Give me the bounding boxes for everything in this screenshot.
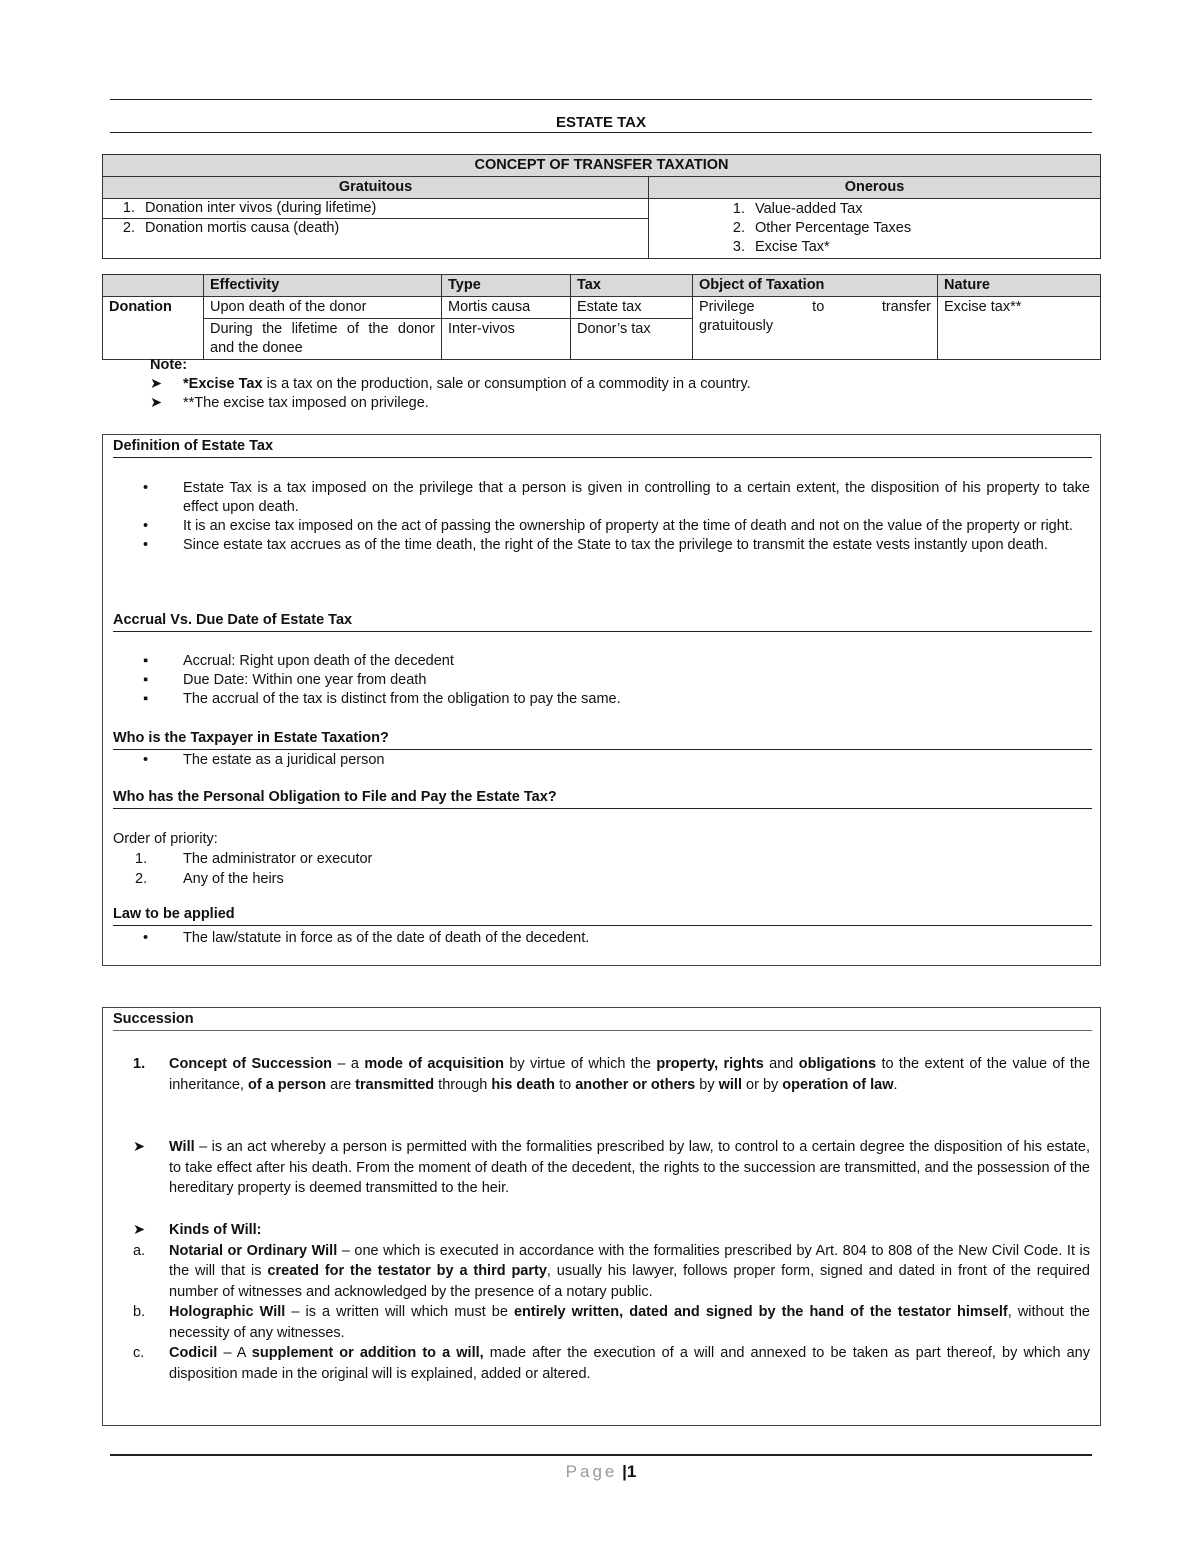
- document-title: ESTATE TAX: [556, 114, 646, 131]
- section-heading: Succession: [113, 1010, 1092, 1031]
- list-item: • Estate Tax is a tax imposed on the privilege that a person is given in controlling to a certain extent, the disposition of his property to take effect upon death.: [143, 480, 1090, 515]
- kinds-of-will: ➤ Kinds of Will: a. Notarial or Ordinary Will – one which is executed in accordance with the formalities prescribed by Art. 804 to 808 of the New Civil Code. It is the will that is created for the testator by a third party, usually his lawyer, follows proper form, signed and dated in front of the required number of witnesses and acknowledged by the presence of a notary public. b. Holographic Will – is a written will which must be entirely written, dated and signed by the hand of the testator himself, without the necessity of any witnesses. c. Codicil – A supplement or addition to a will, made after the execution of a will and annexed to be taken as part thereof, by which any disposition made in the original will is explained, added or altered.: [133, 1220, 1090, 1384]
- note-label: Note:: [150, 357, 188, 373]
- list-item: • The estate as a juridical person: [143, 752, 385, 768]
- section-heading: Accrual Vs. Due Date of Estate Tax: [113, 611, 1092, 632]
- section-heading: Who is the Taxpayer in Estate Taxation?: [113, 729, 1092, 750]
- section-heading: Law to be applied: [113, 905, 1092, 926]
- list-item: b. Holographic Will – is a written will which must be entirely written, dated and signed by the hand of the testator himself, without the necessity of any witnesses.: [133, 1304, 1090, 1341]
- gratuitous-header: Gratuitous: [103, 177, 649, 199]
- onerous-item: 3. Excise Tax*: [732, 239, 830, 255]
- col-header-object: Object of Taxation: [693, 275, 938, 297]
- section-heading: Definition of Estate Tax: [113, 437, 1092, 458]
- col-header-type: Type: [442, 275, 571, 297]
- bullet-icon: •: [143, 518, 149, 534]
- list-item: • It is an excise tax imposed on the act of passing the ownership of property at the time of death and not on the value of the property or right.: [143, 518, 1073, 534]
- bullet-icon: •: [143, 480, 149, 496]
- cell-type: Inter-vivos: [442, 319, 571, 360]
- cell-type: Mortis causa: [442, 297, 571, 319]
- gratuitous-cell: [103, 199, 649, 259]
- section-heading: Who has the Personal Obligation to File and Pay the Estate Tax?: [113, 788, 1092, 809]
- list-item: • Since estate tax accrues as of the time death, the right of the State to tax the privilege to transmit the estate vests instantly upon death.: [143, 537, 1048, 553]
- page-footer: [110, 1462, 1092, 1482]
- page-separator: |: [622, 1462, 627, 1481]
- arrow-icon: ➤: [133, 1139, 146, 1155]
- page-label: Page: [565, 1462, 618, 1481]
- onerous-cell: [649, 199, 1101, 259]
- gratuitous-item: 2. Donation mortis causa (death): [122, 220, 340, 236]
- bullet-icon: ▪: [143, 691, 149, 707]
- bullet-icon: •: [143, 930, 149, 946]
- note-item: ➤ **The excise tax imposed on privilege.: [150, 395, 429, 411]
- donation-table: [102, 274, 1101, 360]
- priority-list: [135, 849, 372, 889]
- concept-of-succession: 1. Concept of Succession – a mode of acquisition by virtue of which the property, rights and obligations to the extent of the value of the inheritance, of a person are transmitted through his death to another or others by will or by operation of law.: [133, 1056, 1091, 1093]
- notes: [150, 356, 1090, 413]
- list-item: 1. The administrator or executor: [135, 851, 373, 867]
- page-number: 1: [626, 1462, 637, 1481]
- transfer-table-title: CONCEPT OF TRANSFER TAXATION: [103, 155, 1101, 177]
- list-item: 2. Any of the heirs: [135, 871, 284, 887]
- bullet-icon: •: [143, 752, 149, 768]
- bullet-icon: •: [143, 537, 149, 553]
- title-rule: [110, 132, 1092, 133]
- col-header-tax: Tax: [571, 275, 693, 297]
- col-header-effectivity: Effectivity: [204, 275, 442, 297]
- will-definition: ➤ Will – is an act whereby a person is permitted with the formalities prescribed by law, to control to a certain degree the disposition of his estate, to take effect after his death. From the moment of death of the decedent, the rights to the succession are transmitted, and the possession of the hereditary property is deemed transmitted to the heir.: [133, 1137, 1090, 1199]
- estate-tax-definition-box: [102, 434, 1101, 966]
- list-item: c. Codicil – A supplement or addition to a will, made after the execution of a will and annexed to be taken as part thereof, by which any disposition made in the original will is explained, added or altered.: [133, 1345, 1090, 1382]
- arrow-icon: ➤: [150, 376, 163, 392]
- top-rule: [110, 99, 1092, 100]
- row-label-donation: Donation: [103, 297, 204, 360]
- list-item: ▪ Due Date: Within one year from death: [143, 672, 427, 688]
- cell-object-of-taxation: Privilege to transfer gratuitously: [693, 297, 938, 360]
- onerous-item: 1. Value-added Tax: [732, 201, 863, 217]
- priority-intro: Order of priority:: [113, 831, 218, 847]
- cell-effectivity: During the lifetime of the donor and the donee: [204, 319, 442, 360]
- definition-list: [143, 479, 1090, 555]
- list-item: ▪ Accrual: Right upon death of the decedent: [143, 653, 454, 669]
- list-item: a. Notarial or Ordinary Will – one which is executed in accordance with the formalities prescribed by Art. 804 to 808 of the New Civil Code. It is the will that is created for the testator by a third party, usually his lawyer, follows proper form, signed and dated in front of the required number of witnesses and acknowledged by the presence of a notary public.: [133, 1242, 1090, 1300]
- transfer-taxation-table: [102, 154, 1101, 259]
- onerous-item: 2. Other Percentage Taxes: [732, 220, 912, 236]
- cell-tax: Estate tax: [571, 297, 693, 319]
- arrow-icon: ➤: [133, 1222, 146, 1238]
- cell-nature: Excise tax**: [938, 297, 1101, 360]
- arrow-icon: ➤: [150, 395, 163, 411]
- list-item: • The law/statute in force as of the date of death of the decedent.: [143, 930, 590, 946]
- cell-tax: Donor’s tax: [571, 319, 693, 360]
- footer-rule: [110, 1454, 1092, 1456]
- taxpayer-list: [143, 751, 1090, 770]
- cell-effectivity: Upon death of the donor: [204, 297, 442, 319]
- list-item: ▪ The accrual of the tax is distinct from the obligation to pay the same.: [143, 691, 621, 707]
- accrual-list: [143, 652, 1090, 709]
- col-header-nature: Nature: [938, 275, 1101, 297]
- onerous-header: Onerous: [649, 177, 1101, 199]
- note-item: ➤ *Excise Tax is a tax on the production, sale or consumption of a commodity in a country.: [150, 376, 751, 392]
- gratuitous-item: 1. Donation inter vivos (during lifetime): [103, 199, 648, 219]
- law-list: [143, 929, 1090, 948]
- blank-header: [103, 275, 204, 297]
- succession-box: [102, 1007, 1101, 1426]
- bullet-icon: ▪: [143, 653, 149, 669]
- bullet-icon: ▪: [143, 672, 149, 688]
